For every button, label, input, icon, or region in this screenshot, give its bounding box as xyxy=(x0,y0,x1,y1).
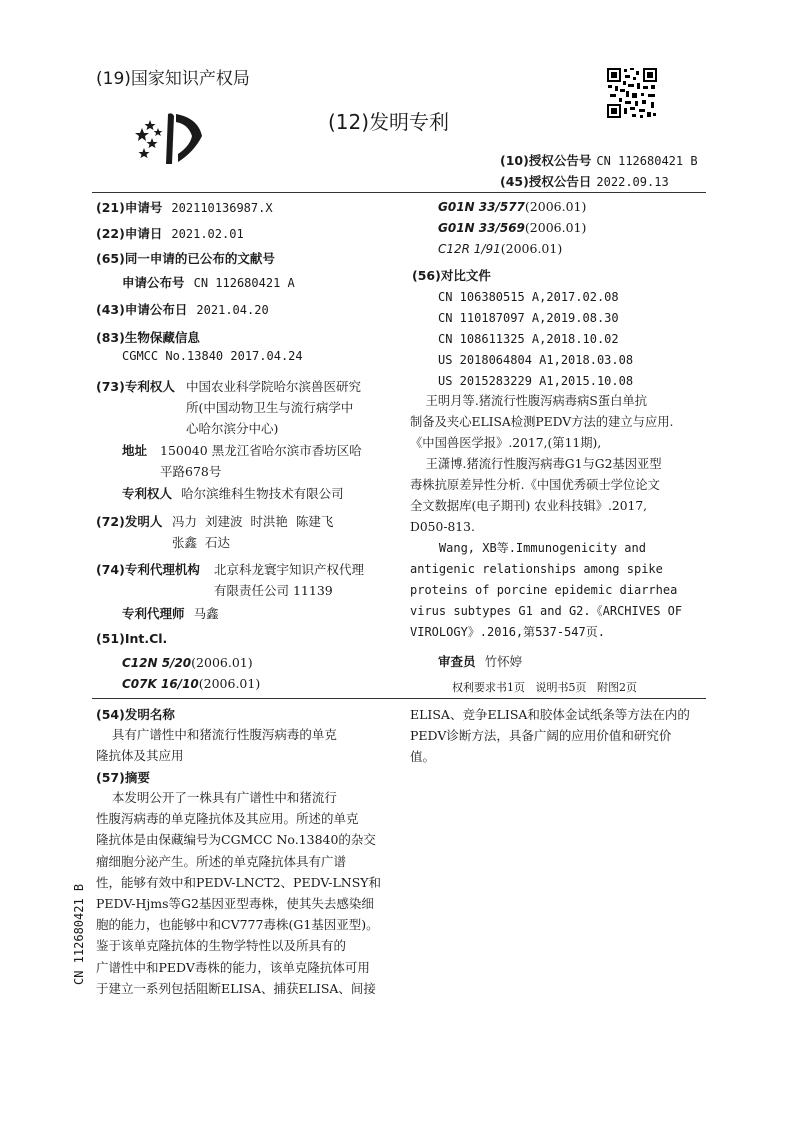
title-line: 具有广谱性中和猪流行性腹泻病毒的单克 xyxy=(96,727,337,742)
abstract-label: (57)摘要 xyxy=(96,770,150,785)
filing-date-label: (22)申请日 xyxy=(96,226,163,241)
abstract-line: 于建立一系列包括阻断ELISA、捕获ELISA、间接 xyxy=(96,980,376,996)
application-number-label: (21)申请号 xyxy=(96,200,163,215)
intcl-code: G01N 33/569 xyxy=(438,221,525,235)
agency-line: 有限责任公司 11139 xyxy=(214,583,333,598)
patentee-line: 心哈尔滨分中心) xyxy=(186,421,279,436)
intcl-label: (51)Int.Cl. xyxy=(96,631,168,646)
literature-line: 毒株抗原差异性分析.《中国优秀硕士学位论文 xyxy=(410,478,660,492)
abstract-text xyxy=(96,787,381,999)
intcl-entry xyxy=(438,217,586,236)
publication-number-value: CN 112680421 B xyxy=(596,154,698,168)
abstract-line: PEDV诊断方法，具备广阔的应用价值和研究价 xyxy=(410,728,672,744)
agency-label: (74)专利代理机构 xyxy=(96,562,200,577)
qr-code xyxy=(606,67,658,119)
intcl-entry xyxy=(122,673,260,692)
references-label: (56)对比文件 xyxy=(412,268,491,283)
patentee-2-label: 专利权人 xyxy=(122,486,173,501)
literature-line: 《中国兽医学报》.2017,(第11期), xyxy=(410,436,602,450)
patentee-line: 所(中国动物卫生与流行病学中 xyxy=(186,400,354,415)
intcl-year: (2006.01) xyxy=(500,241,563,256)
literature-line: VIROLOGY》.2016,第537-547页. xyxy=(410,625,605,639)
abstract-line: ELISA、竞争ELISA和胶体金试纸条等方法在内的 xyxy=(410,707,690,722)
address-line: 150040 黑龙江省哈尔滨市香坊区哈 xyxy=(160,443,362,458)
address-label: 地址 xyxy=(122,443,148,458)
abstract-line: 本发明公开了一株具有广谱性中和猪流行 xyxy=(96,790,337,805)
abstract-line: 性，能够有效中和PEDV-LNCT2、PEDV-LNSY和 xyxy=(96,874,382,890)
literature-line: 制备及夹心ELISA检测PEDV方法的建立与应用. xyxy=(410,415,674,429)
agent xyxy=(122,603,219,622)
reference-item: US 2015283229 A1,2015.10.08 xyxy=(438,374,634,388)
application-number-value: 202110136987.X xyxy=(171,201,273,215)
patentee-value xyxy=(186,376,361,439)
examiner xyxy=(438,651,522,670)
prior-publication-date xyxy=(96,299,269,318)
intcl-entry xyxy=(438,238,562,257)
patentee-label: (73)专利权人 xyxy=(96,379,175,394)
intcl-entry xyxy=(438,196,586,215)
publication-date xyxy=(500,171,669,190)
page-counts: 权利要求书1页 说明书5页 附图2页 xyxy=(452,681,637,694)
cnipa-logo xyxy=(128,108,210,168)
literature-line: 王明月等.猪流行性腹泻病毒病S蛋白单抗 xyxy=(410,394,648,408)
abstract-line: PEDV-Hjms等G2基因亚型毒株，使其失去感染细 xyxy=(96,896,374,912)
literature-line: proteins of porcine epidemic diarrhea xyxy=(410,583,678,597)
biological-deposit-value: CGMCC No.13840 2017.04.24 xyxy=(122,349,303,363)
literature-line: 王潇博.猪流行性腹泻病毒G1与G2基因亚型 xyxy=(410,457,662,471)
intcl-code: C07K 16/10 xyxy=(122,677,199,691)
document-type: (12)发明专利 xyxy=(328,110,450,134)
abstract-line: 瘤细胞分泌产生。所述的单克隆抗体具有广谱 xyxy=(96,853,347,869)
abstract-text-continued xyxy=(410,704,690,768)
biological-deposit-heading: (83)生物保藏信息 xyxy=(96,330,200,345)
publication-date-value: 2022.09.13 xyxy=(596,175,669,189)
intcl-year: (2006.01) xyxy=(524,220,587,235)
publication-number xyxy=(500,150,698,169)
patentee-2-value: 哈尔滨维科生物技术有限公司 xyxy=(181,486,344,501)
intcl-year: (2006.01) xyxy=(198,676,261,691)
patentee-line: 中国农业科学院哈尔滨兽医研究 xyxy=(186,379,362,394)
agent-value: 马鑫 xyxy=(193,606,219,621)
abstract-line: 广谱性中和PEDV毒株的能力，该单克隆抗体可用 xyxy=(96,959,370,975)
literature-references xyxy=(410,391,682,643)
reference-item: CN 110187097 A,2019.08.30 xyxy=(438,311,619,325)
literature-line: virus subtypes G1 and G2.《ARCHIVES OF xyxy=(410,604,683,618)
literature-line: 全文数据库(电子期刊) 农业科技辑》.2017, xyxy=(410,499,648,513)
literature-line: D050-813. xyxy=(410,520,475,534)
title-line: 隆抗体及其应用 xyxy=(96,748,184,763)
abstract-line: 隆抗体是由保藏编号为CGMCC No.13840的杂交 xyxy=(96,832,376,848)
examiner-value: 竹怀婷 xyxy=(484,654,523,669)
prior-publication-date-label: (43)申请公布日 xyxy=(96,302,188,317)
intcl-code: C12N 5/20 xyxy=(122,656,192,670)
filing-date xyxy=(96,223,244,242)
prior-publication-heading: (65)同一申请的已公布的文献号 xyxy=(96,251,275,266)
intcl-code: C12R 1/91 xyxy=(438,242,501,256)
inventor-label: (72)发明人 xyxy=(96,514,163,529)
abstract-divider xyxy=(92,698,706,699)
intcl-year: (2006.01) xyxy=(191,655,253,670)
address-line: 平路678号 xyxy=(160,464,222,479)
invention-title xyxy=(96,724,337,766)
application-number xyxy=(96,197,273,216)
prior-publication-number-label: 申请公布号 xyxy=(122,275,185,290)
filing-date-value: 2021.02.01 xyxy=(171,227,244,241)
examiner-label: 审查员 xyxy=(438,654,476,669)
address-value xyxy=(160,440,362,482)
reference-item: CN 106380515 A,2017.02.08 xyxy=(438,290,619,304)
intcl-entry xyxy=(122,652,253,671)
intcl-year: (2006.01) xyxy=(524,199,587,214)
inventor-line: 冯力 刘建波 时洪艳 陈建飞 xyxy=(172,514,334,529)
inventor-line: 张鑫 石达 xyxy=(172,535,230,550)
header-divider xyxy=(92,192,706,193)
references-list xyxy=(438,287,633,392)
reference-item: CN 108611325 A,2018.10.02 xyxy=(438,332,619,346)
agency-line: 北京科龙寰宇知识产权代理 xyxy=(214,562,365,577)
reference-item: US 2018064804 A1,2018.03.08 xyxy=(438,353,634,367)
prior-publication-date-value: 2021.04.20 xyxy=(196,303,269,317)
office-name: (19)国家知识产权局 xyxy=(96,69,250,89)
prior-publication-number-value: CN 112680421 A xyxy=(193,276,295,290)
patentee-2 xyxy=(122,483,344,502)
abstract-line: 值。 xyxy=(410,749,436,765)
prior-publication-number xyxy=(122,272,295,291)
abstract-line: 鉴于该单克隆抗体的生物学特性以及所具有的 xyxy=(96,938,347,954)
side-document-number: CN 112680421 B xyxy=(72,883,86,985)
inventor-value xyxy=(172,511,333,553)
intcl-code: G01N 33/577 xyxy=(438,200,525,214)
publication-date-label: (45)授权公告日 xyxy=(500,174,592,189)
agent-label: 专利代理师 xyxy=(122,606,185,621)
title-label: (54)发明名称 xyxy=(96,707,175,722)
agency-value xyxy=(214,559,364,601)
abstract-line: 胞的能力，也能够中和CV777毒株(G1基因亚型)。 xyxy=(96,917,379,933)
abstract-line: 性腹泻病毒的单克隆抗体及其应用。所述的单克 xyxy=(96,811,359,827)
literature-line: Wang, XB等.Immunogenicity and xyxy=(410,541,646,555)
publication-number-label: (10)授权公告号 xyxy=(500,153,592,168)
literature-line: antigenic relationships among spike xyxy=(410,562,663,576)
